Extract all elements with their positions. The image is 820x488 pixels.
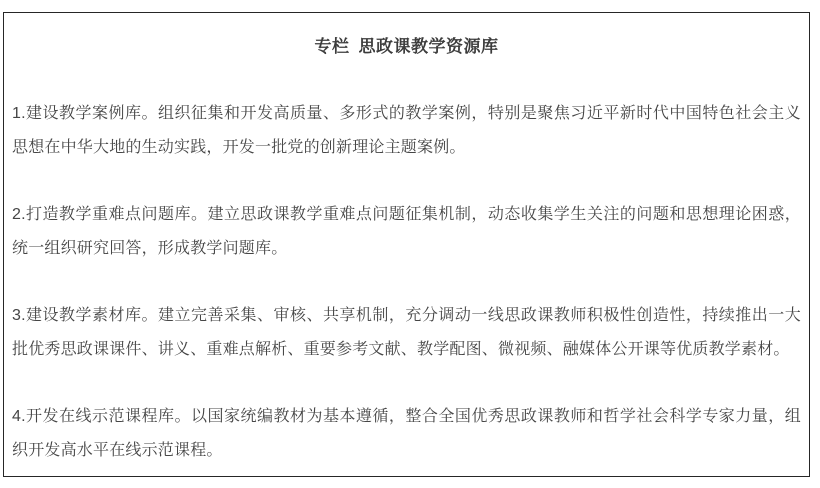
panel-title: 专栏 思政课教学资源库 — [314, 37, 499, 56]
paragraph-key-question-library: 2.打造教学重难点问题库。建立思政课教学重难点问题征集机制，动态收集学生关注的问题和思想理论困惑，统一组织研究回答，形成教学问题库。 — [12, 206, 801, 257]
paragraph-online-demo-course-library: 4.开发在线示范课程库。以国家统编教材为基本遵循，整合全国优秀思政课教师和哲学社会科学专家力量，组织开发高水平在线示范课程。 — [12, 408, 801, 459]
paragraph-teaching-material-library: 3.建设教学素材库。建立完善采集、审核、共享机制，充分调动一线思政课教师积极性创造性，持续推出一大批优秀思政课课件、讲义、重难点解析、重要参考文献、教学配图、微视频、融媒体公开课等优质教学素材。 — [12, 307, 801, 358]
paragraph-teaching-case-library: 1.建设教学案例库。组织征集和开发高质量、多形式的教学案例，特别是聚焦习近平新时代中国特色社会主义思想在中华大地的生动实践，开发一批党的创新理论主题案例。 — [12, 105, 801, 156]
content-panel — [3, 12, 810, 477]
